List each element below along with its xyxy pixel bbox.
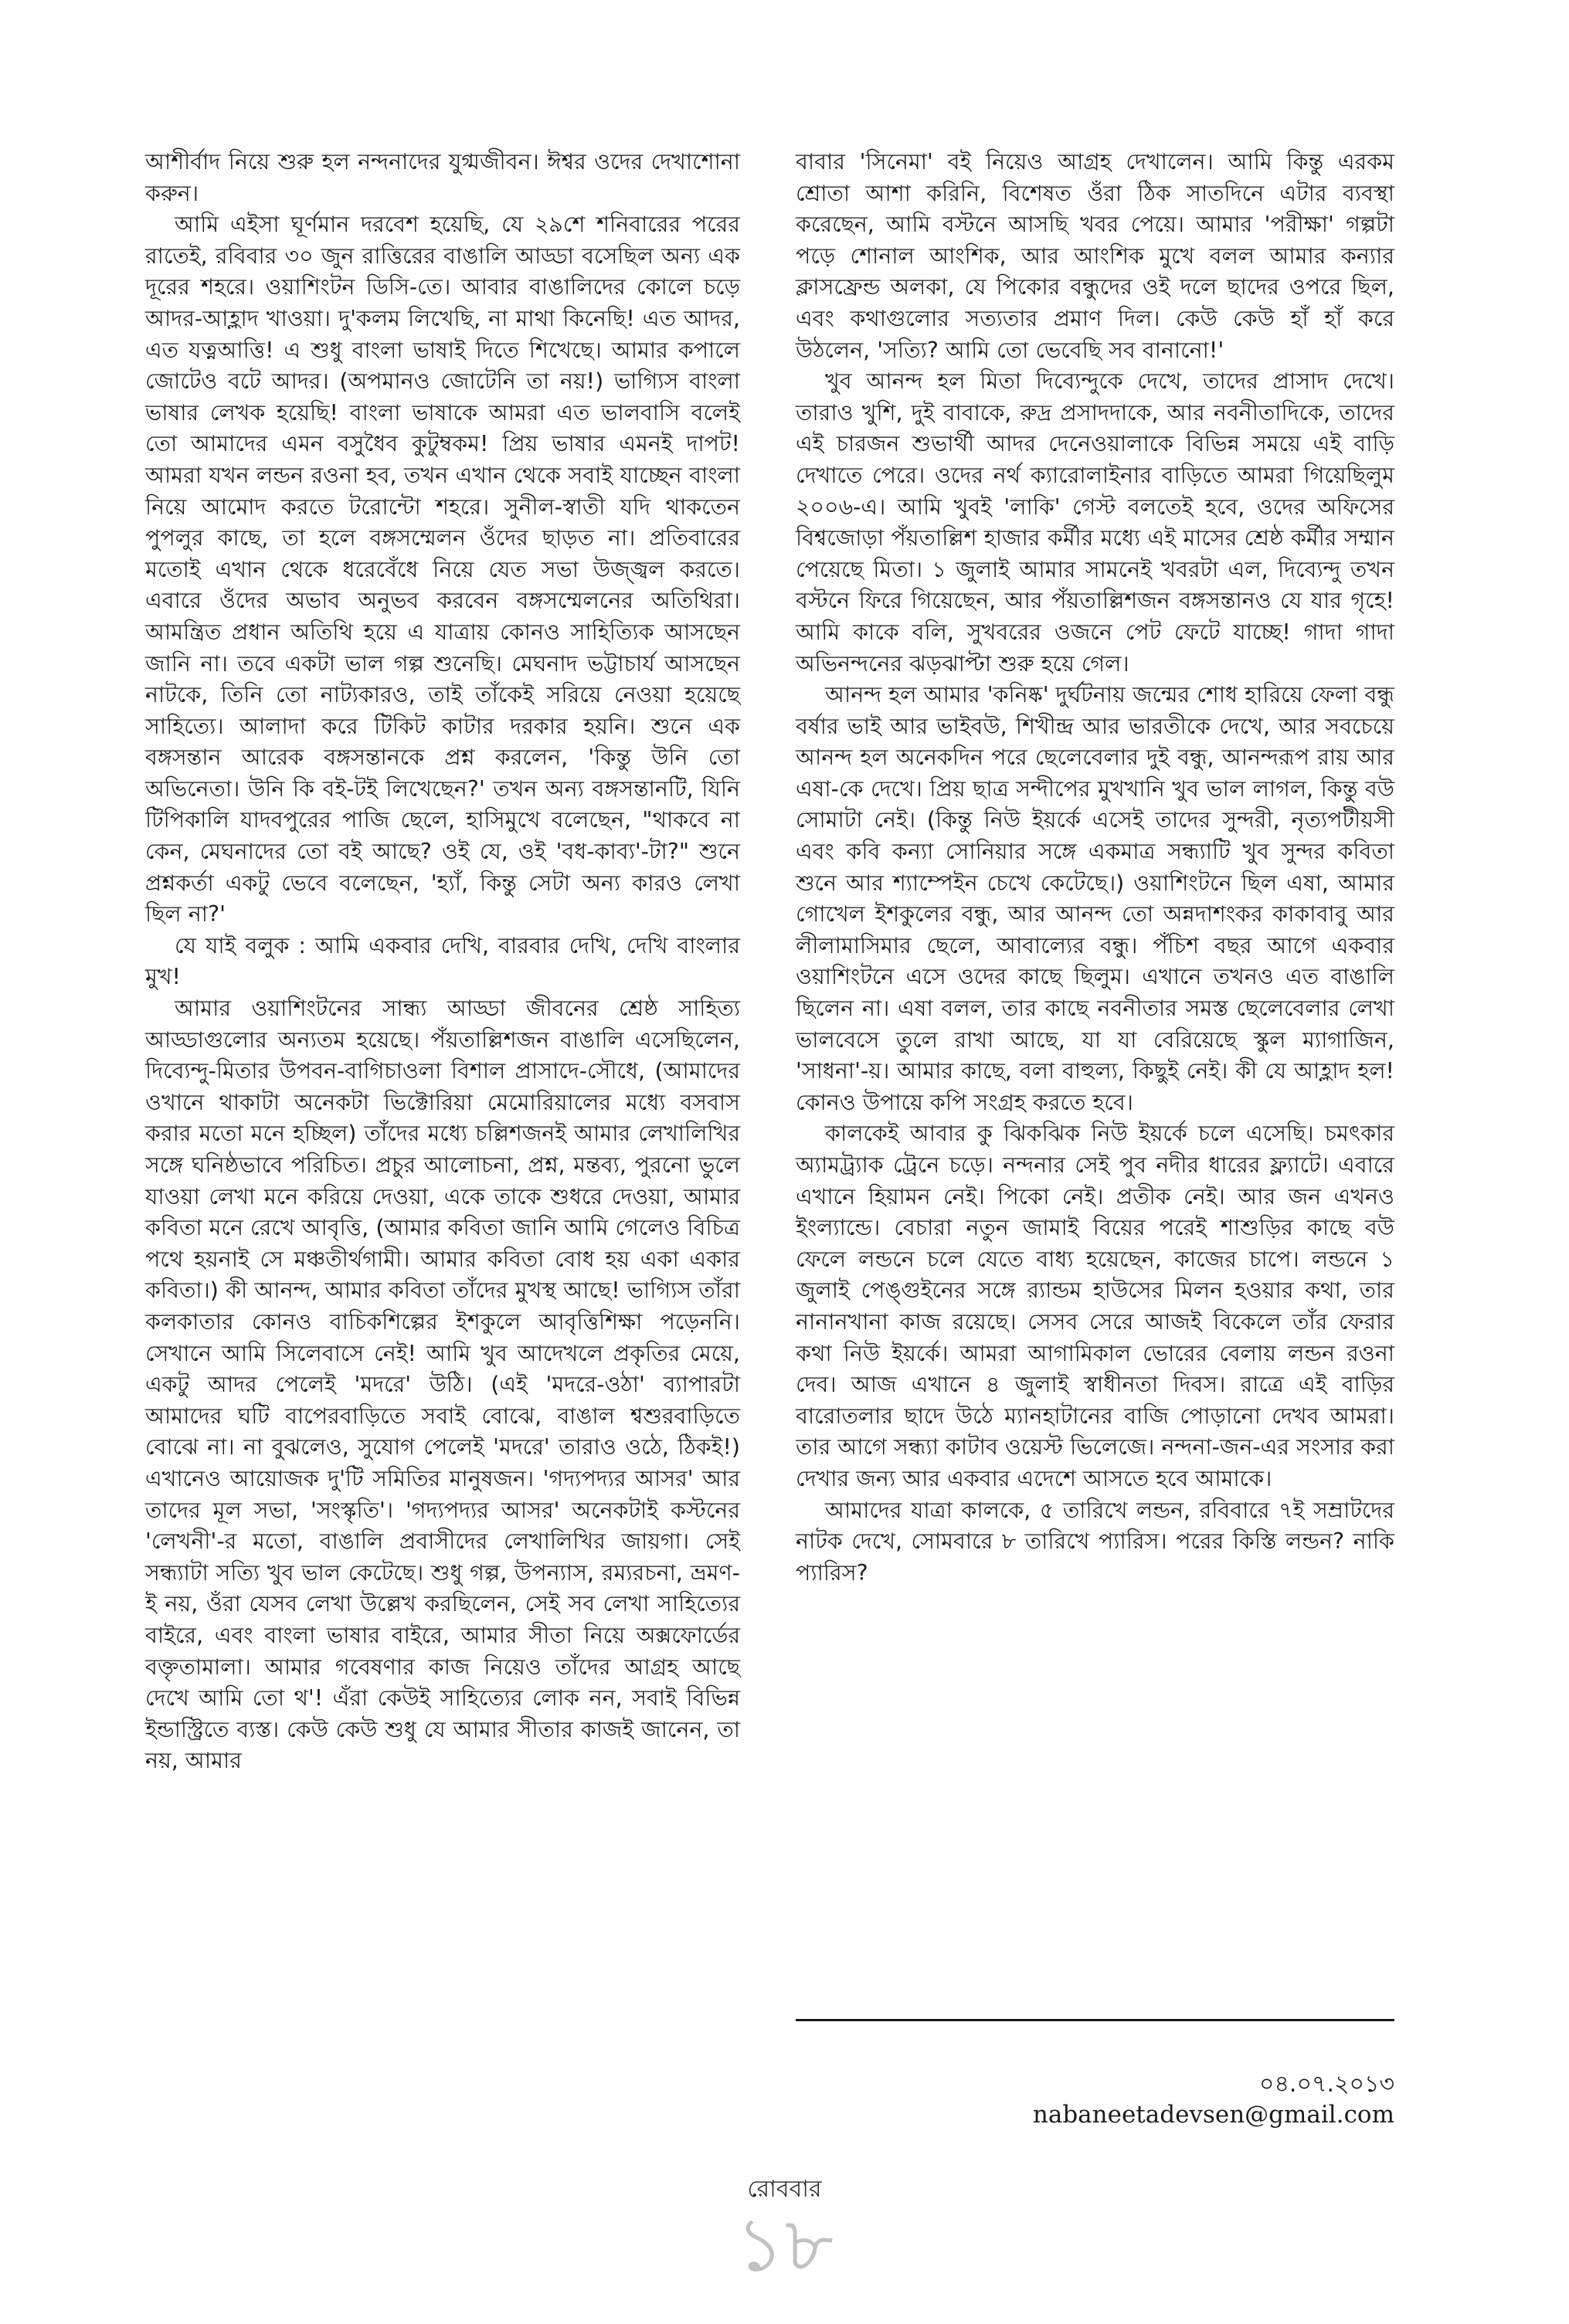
article-paragraph: আমার ওয়াশিংটনের সান্ধ্য আড্ডা জীবনের শ্রেষ্ঠ সাহিত্য আড্ডাগুলোর অন্যতম হয়েছে। পঁয়তাল্লিশজন বাঙালি এসেছিলেন, দিব্যেন্দু-মিতার উপবন-বাগিচাওলা বিশাল প্রাসাদে-সৌধে, (আমাদের ওখানে থাকাটা অনেকটা ভিক্টোরিয়া মেমোরিয়ালের মধ্যে বসবাস করার মতো মনে হচ্ছিল) তাঁদের মধ্যে চল্লিশজনই আমার লেখালিখির সঙ্গে ঘনিষ্ঠভাবে পরিচিত। প্রচুর আলোচনা, প্রশ্ন, মন্তব্য, পুরনো ভুলে যাওয়া লেখা মনে করিয়ে দেওয়া, একে তাকে শুধরে দেওয়া, আমার কবিতা মনে রেখে আবৃত্তি, (আমার কবিতা জানি আমি গেলেও বিচিত্র পথে হয়নাই সে মঞ্চতীর্থগামী। আমার কবিতা বোধ হয় একা একার কবিতা।) কী আনন্দ, আমার কবিতা তাঁদের মুখস্থ আছে! ভাগ্যিস তাঁরা কলকাতার কোনও বাচিকশিল্পের ইশকুলে আবৃত্তিশিক্ষা পড়েননি। সেখানে আমি সিলেবাসে নেই! আমি খুব আদেখলে প্রকৃতির মেয়ে, একটু আদর পেলেই 'মদরে' উঠি। (এই 'মদরে-ওঠা' ব্যাপারটা আমাদের ঘটি বাপেরবাড়িতে সবাই বোঝে, বাঙাল শ্বশুরবাড়িতে বোঝে না। না বুঝলেও, সুযোগ পেলেই 'মদরে' তারাও ওঠে, ঠিকই!) এখানেও আয়োজক দু'টি সমিতির মানুষজন। 'গদ্যপদ্যর আসর' আর তাদের মূল সভা, 'সংস্কৃতি'। 'গদ্যপদ্যর আসর' অনেকটাই কস্টনের 'লেখনী'-র মতো, বাঙালি প্রবাসীদের লেখালিখির জায়গা। সেই সন্ধ্যাটা সত্যি খুব ভাল কেটেছে। শুধু গল্প, উপন্যাস, রম্যরচনা, ভ্রমণ-ই নয়, ওঁরা যেসব লেখা উল্লেখ করছিলেন, সেই সব লেখা সাহিত্যের বাইরে, এবং বাংলা ভাষার বাইরে, আমার সীতা নিয়ে অক্সফোর্ডের বক্তৃতামালা। আমার গবেষণার কাজ নিয়েও তাঁদের আগ্রহ আছে দেখে আমি তো থ'! এঁরা কেউই সাহিত্যের লোক নন, সবাই বিভিন্ন ইন্ডাস্ট্রিতে ব্যস্ত। কেউ কেউ শুধু যে আমার সীতার কাজই জানেন, তা নয়, আমার (145, 996, 740, 1774)
page-number: ১৮ (735, 2201, 834, 2289)
article-date: ০৪.০৭.২০১৩ (1258, 2071, 1394, 2098)
article-column-right (796, 147, 1394, 1589)
article-paragraph: কালকেই আবার কু ঝিকঝিক নিউ ইয়র্কে চলে এসেছি। চমৎকার অ্যামট্র্যাক ট্রেনে চড়ে। নন্দনার সেই পুব নদীর ধারের ফ্ল্যাটে। এবারে এখানে হিয়ামন নেই। পিকো নেই। প্রতীক নেই। আর জন এখনও ইংল্যান্ডে। বেচারা নতুন জামাই বিয়ের পরেই শাশুড়ির কাছে বউ ফেলে লন্ডনে চলে যেতে বাধ্য হয়েছেন, কাজের চাপে। লন্ডনে ১ জুলাই পেঙ্গুইনের সঙ্গে র‌্যান্ডম হাউসের মিলন হওয়ার কথা, তার নানানখানা কাজ রয়েছে। সেসব সেরে আজই বিকেলে তাঁর ফেরার কথা নিউ ইয়র্কে। আমরা আগামিকাল ভোরের বেলায় লন্ডন রওনা দেব। আজ এখানে ৪ জুলাই স্বাধীনতা দিবস। রাত্রে এই বাড়ির বারোতলার ছাদে উঠে ম্যানহাটানের বাজি পোড়ানো দেখব আমরা। তার আগে সন্ধ্যা কাটাব ওয়েস্ট ভিলেজে। নন্দনা-জন-এর সংসার করা দেখার জন্য আর একবার এদেশে আসতে হবে আমাকে। (796, 1121, 1394, 1491)
article-paragraph: খুব আনন্দ হল মিতা দিব্যেন্দুকে দেখে, তাদের প্রাসাদ দেখে। তারাও খুশি, দুই বাবাকে, রুদ্র প্রসাদদাকে, আর নবনীতাদিকে, তাদের এই চারজন শুভার্থী আদর দেনেওয়ালাকে বিভিন্ন সময়ে এই বাড়ি দেখাতে পেরে। ওদের নর্থ ক্যারোলাইনার বাড়িতে আমরা গিয়েছিলুম ২০০৬-এ। আমি খুবই 'লাকি' গেস্ট বলতেই হবে, ওদের অফিসের বিশ্বজোড়া পঁয়তাল্লিশ হাজার কর্মীর মধ্যে এই মাসের শ্রেষ্ঠ কর্মীর সম্মান পেয়েছে মিতা। ১ জুলাই আমার সামনেই খবরটা এল, দিব্যেন্দু তখন বস্টনে ফিরে গিয়েছেন, আর পঁয়তাল্লিশজন বঙ্গসন্তানও যে যার গৃহে! আমি কাকে বলি, সুখবরের ওজনে পেট ফেটে যাচ্ছে! গাদা গাদা অভিনন্দনের ঝড়ঝাপ্টা শুরু হয়ে গেল। (796, 368, 1394, 677)
publication-name: রোববার (747, 2176, 822, 2203)
article-paragraph: যে যাই বলুক : আমি একবার দেখি, বারবার দেখি, দেখি বাংলার মুখ! (145, 932, 740, 990)
signature-divider (796, 2019, 1394, 2021)
article-paragraph: আমাদের যাত্রা কালকে, ৫ তারিখে লন্ডন, রবিবারে ৭ই সম্রাটদের নাটক দেখে, সোমবারে ৮ তারিখে প্যারিস। পরের কিস্তি লন্ডন? নাকি প্যারিস? (796, 1497, 1394, 1586)
article-paragraph: আনন্দ হল আমার 'কনিষ্ক' দুর্ঘটনায় জন্মের শোধ হারিয়ে ফেলা বন্ধু বর্ষার ভাই আর ভাইবউ, শিখীন্দ্র আর ভারতীকে দেখে, আর সবচেয়ে আনন্দ হল অনেকদিন পরে ছেলেবেলার দুই বন্ধু, আনন্দরূপ রায় আর এষা-কে দেখে। প্রিয় ছাত্র সন্দীপের মুখখানি খুব ভাল লাগল, কিন্তু বউ সোমাটা নেই। (কিন্তু নিউ ইয়র্কে এসেই তাদের সুন্দরী, নৃত্যপটীয়সী এবং কবি কন্যা সোনিয়ার সঙ্গে একমাত্র সন্ধ্যাটি খুব সুন্দর কবিতা শুনে আর শ্যাম্পেইন চেখে কেটেছে।) ওয়াশিংটনে ছিল এষা, আমার গোখেল ইশকুলের বন্ধু, আর আনন্দ তো অন্নদাশংকর কাকাবাবু আর লীলামাসিমার ছেলে, আবাল্যের বন্ধু। পঁচিশ বছর আগে একবার ওয়াশিংটনে এসে ওদের কাছে ছিলুম। এখানে তখনও এত বাঙালি ছিলেন না। এষা বলল, তার কাছে নবনীতার সমস্ত ছেলেবেলার লেখা ভালবেসে তুলে রাখা আছে, যা যা বেরিয়েছে স্কুল ম্যাগাজিন, 'সাধনা'-য়। আমার কাছে, বলা বাহুল্য, কিছুই নেই। কী যে আহ্লাদ হল! কোনও উপায়ে কপি সংগ্রহ করতে হবে। (796, 682, 1394, 1115)
article-column-left (145, 147, 740, 1777)
article-paragraph: আমি এইসা ঘূর্ণমান দরবেশ হয়েছি, যে ২৯শে শনিবারের পরের রাতেই, রবিবার ৩০ জুন রাত্তিরের বাঙালি আড্ডা বসেছিল অন্য এক দূরের শহরে। ওয়াশিংটন ডিসি-তে। আবার বাঙালিদের কোলে চড়ে আদর-আহ্লাদ খাওয়া। দু'কলম লিখেছি, না মাথা কিনেছি! এত আদর, এত যত্নআত্তি! এ শুধু বাংলা ভাষাই দিতে শিখেছে। আমার কপালে জোটেও বটে আদর। (অপমানও জোটেনি তা নয়!) ভাগ্যিস বাংলা ভাষার লেখক হয়েছি! বাংলা ভাষাকে আমরা এত ভালবাসি বলেই তো আমাদের এমন বসুধৈব কুটুম্বকম! প্রিয় ভাষার এমনই দাপট! আমরা যখন লন্ডন রওনা হব, তখন এখান থেকে সবাই যাচ্ছেন বাংলা নিয়ে আমোদ করতে টরোন্টো শহরে। সুনীল-স্বাতী যদি থাকতেন পুপলুর কাছে, তা হলে বঙ্গসম্মেলন ওঁদের ছাড়ত না। প্রতিবারের মতোই এখান থেকে ধরেবেঁধে নিয়ে যেত সভা উজ্জ্বল করতে। এবারে ওঁদের অভাব অনুভব করবেন বঙ্গসম্মেলনের অতিথিরা। আমন্ত্রিত প্রধান অতিথি হয়ে এ যাত্রায় কোনও সাহিত্যিক আসছেন জানি না। তবে একটা ভাল গল্প শুনেছি। মেঘনাদ ভট্টাচার্য আসছেন নাটকে, তিনি তো নাট্যকারও, তাই তাঁকেই সরিয়ে নেওয়া হয়েছে সাহিত্যে। আলাদা করে টিকিট কাটার দরকার হয়নি। শুনে এক বঙ্গসন্তান আরেক বঙ্গসন্তানকে প্রশ্ন করলেন, 'কিন্তু উনি তো অভিনেতা। উনি কি বই-টই লিখেছেন?' তখন অন্য বঙ্গসন্তানটি, যিনি টিপিকালি যাদবপুরের পাজি ছেলে, হাসিমুখে বলেছেন, "থাকবে না কেন, মেঘনাদের তো বই আছে? ওই যে, ওই 'বধ-কাব্য'-টা?" শুনে প্রশ্নকর্তা একটু ভেবে বলেছেন, 'হ্যাঁ, কিন্তু সেটা অন্য কারও লেখা ছিল না?' (145, 212, 740, 928)
author-email: nabaneetadevsen@gmail.com (1032, 2101, 1394, 2129)
article-paragraph: বাবার 'সিনেমা' বই নিয়েও আগ্রহ দেখালেন। আমি কিন্তু এরকম শ্রোতা আশা করিনি, বিশেষত ওঁরা ঠিক সাতদিনে এটার ব্যবস্থা করেছেন, আমি বস্টনে আসছি খবর পেয়ে। আমার 'পরীক্ষা' গল্পটা পড়ে শোনাল আংশিক, আর আংশিক মুখে বলল আমার কন্যার ক্লাসফ্রেন্ড অলকা, যে পিকোর বন্ধুদের ওই দলে ছাদের ওপরে ছিল, এবং কথাগুলোর সত্যতার প্রমাণ দিল। কেউ কেউ হাঁ হাঁ করে উঠলেন, 'সত্যি? আমি তো ভেবেছি সব বানানো!' (796, 149, 1394, 363)
article-paragraph: আশীর্বাদ নিয়ে শুরু হল নন্দনাদের যুগ্মজীবন। ঈশ্বর ওদের দেখাশোনা করুন। (145, 149, 740, 206)
